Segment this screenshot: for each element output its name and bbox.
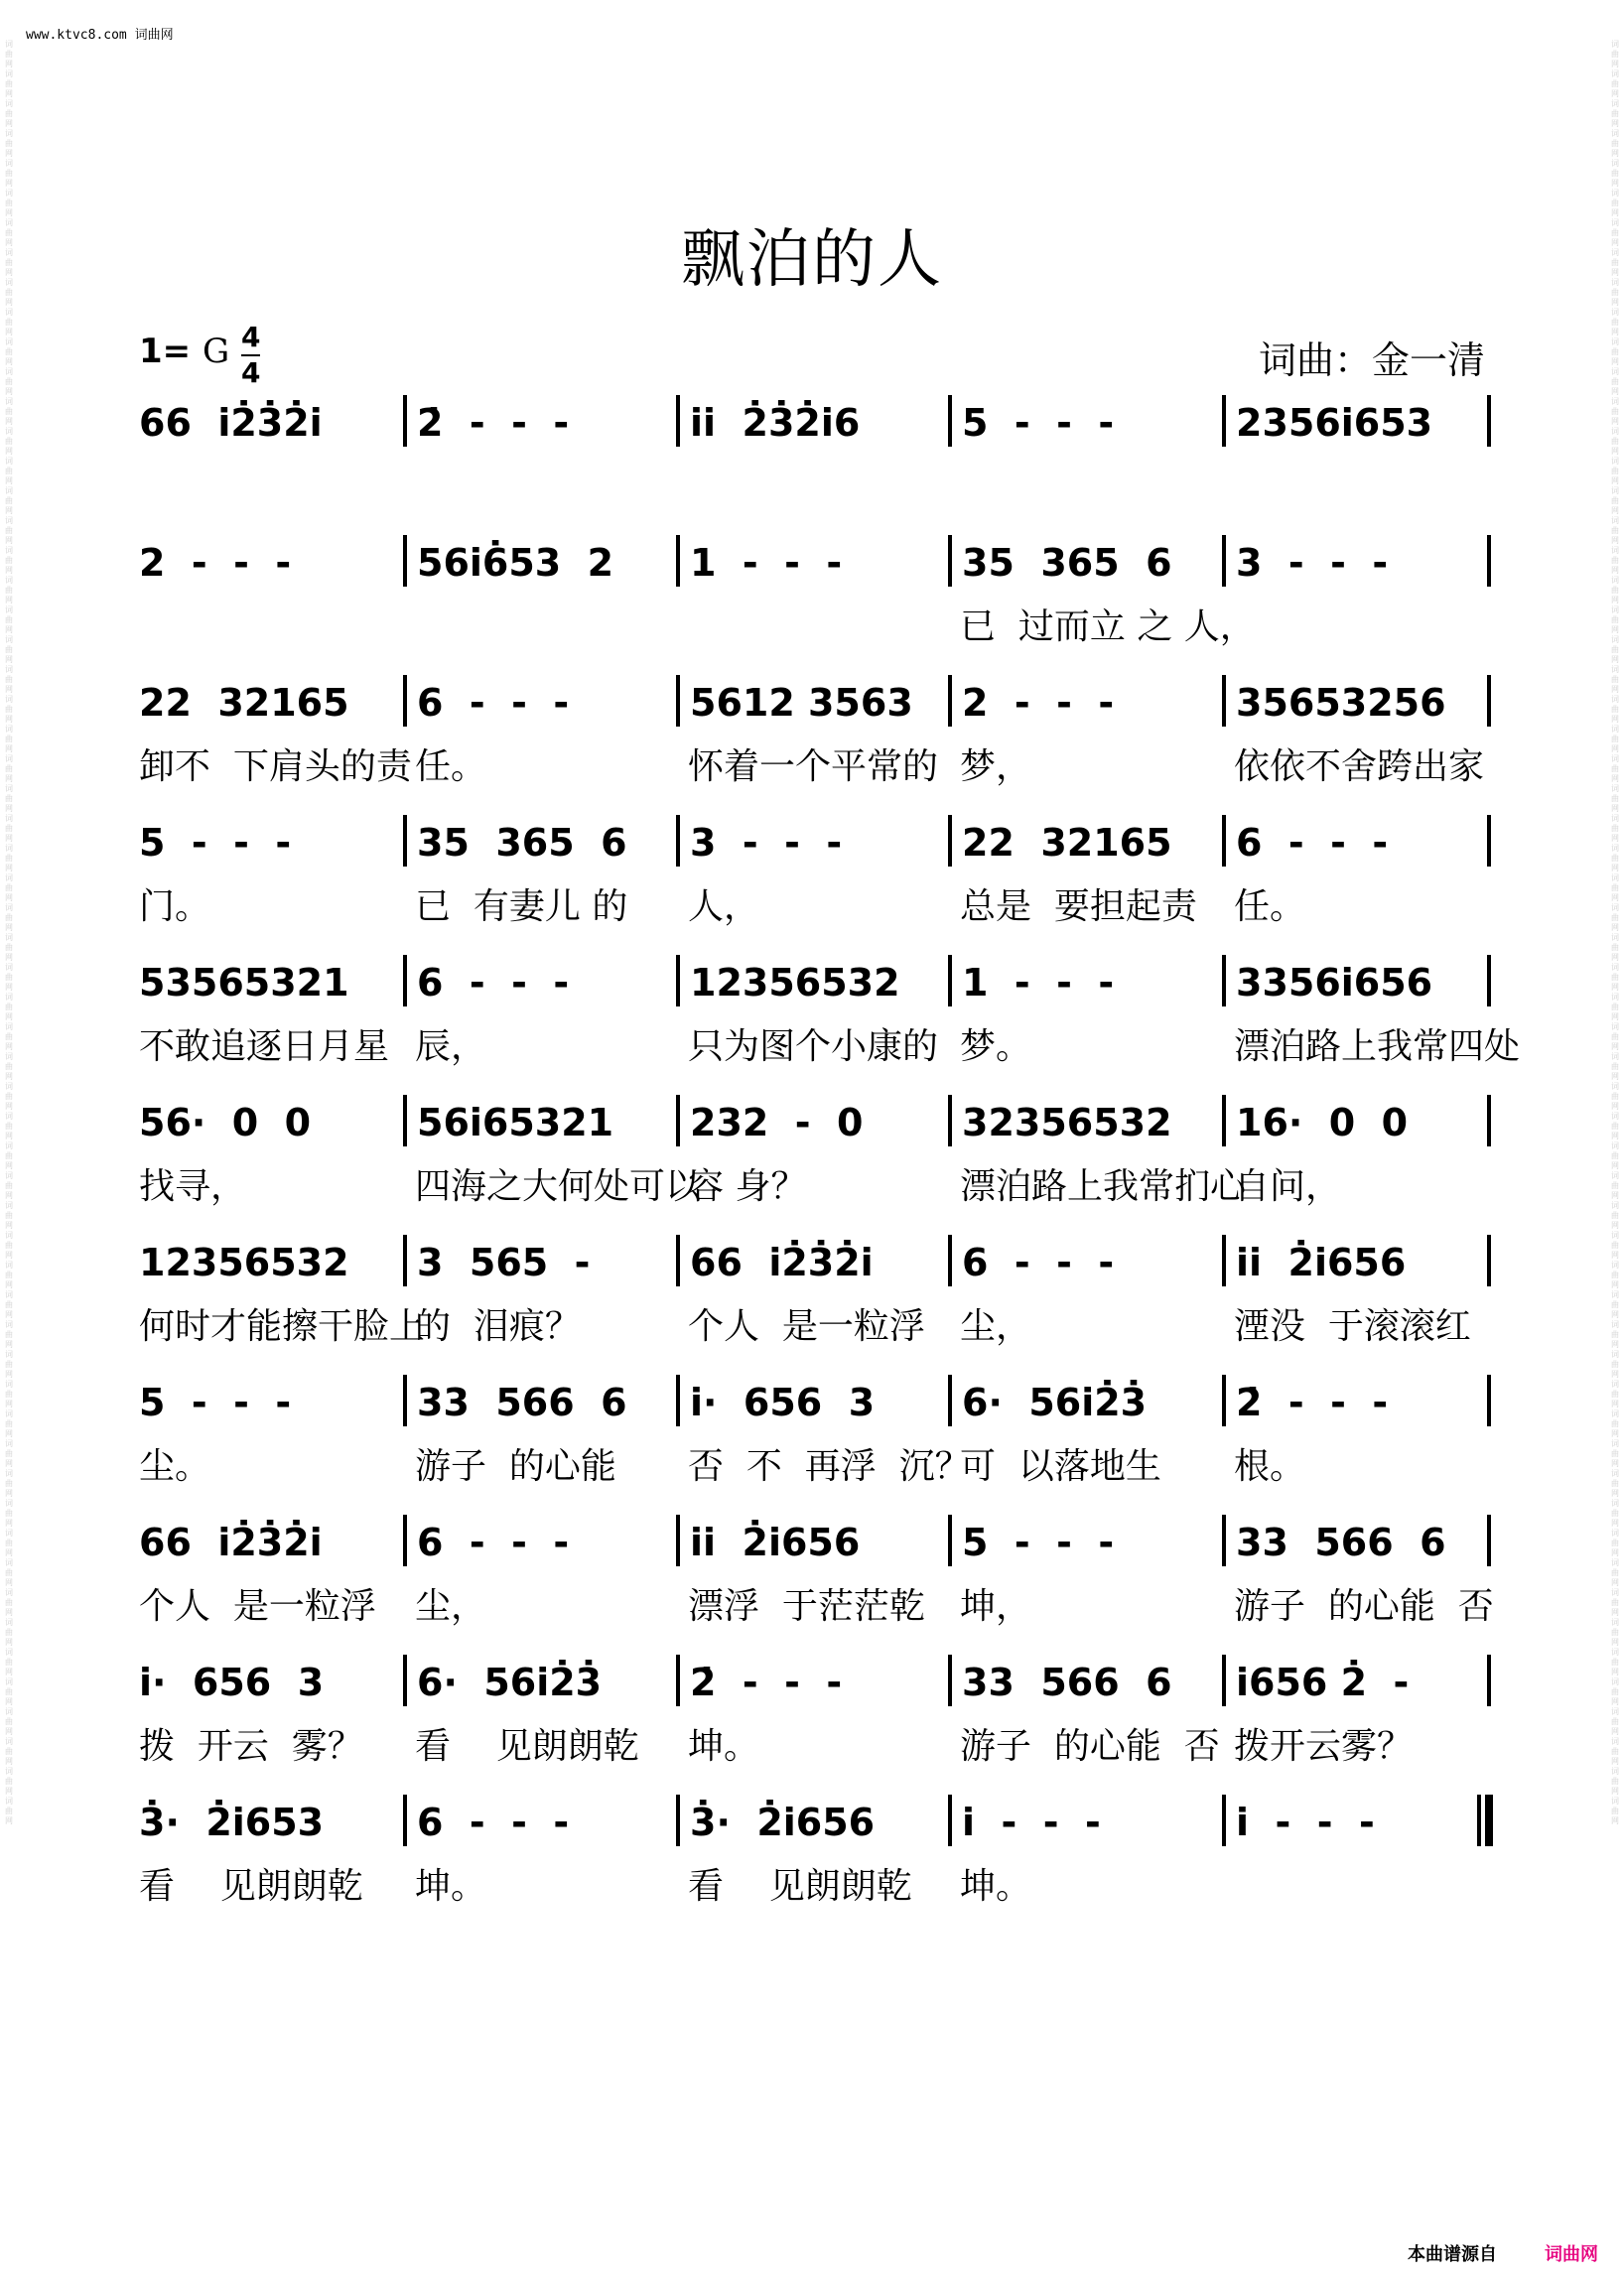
lyric-text: 拨开云雾？	[1234, 1726, 1414, 1767]
time-top: 4	[241, 321, 261, 353]
measure-notes: i̇656 2̇ -	[1236, 1661, 1410, 1704]
footer-brand: 词曲网	[1545, 2244, 1598, 2265]
lyric-text: 尘。	[139, 1446, 211, 1487]
measure-notes: 3̇· 2̇i̇653	[139, 1801, 325, 1844]
lyric-text: 坤。	[415, 1866, 487, 1907]
barline	[948, 815, 952, 867]
notes-line	[139, 1515, 1491, 1570]
measure-notes: i̇i̇ 2̇i̇656	[690, 1521, 861, 1564]
measure-notes: 6 - - -	[962, 1241, 1115, 1284]
lyric-text: 依依不舍跨出家	[1234, 746, 1485, 787]
score-row	[139, 1375, 1491, 1487]
measure-notes: i̇i̇ 2̇i̇656	[1236, 1241, 1407, 1284]
barline	[948, 675, 952, 727]
measure-notes: 5612 3563	[690, 681, 913, 725]
key-note: G	[203, 332, 230, 371]
composer-credit: 词曲：金一清	[1258, 338, 1485, 382]
barline	[948, 395, 952, 447]
barline	[1222, 815, 1226, 867]
measure-notes: 1 - - -	[962, 961, 1115, 1005]
score-row	[139, 1515, 1494, 1627]
lyric-text: 卸不 下肩头的责	[139, 746, 412, 787]
measure-notes: 22 32165	[962, 821, 1172, 865]
barline	[948, 535, 952, 587]
measure-notes: 56· 0 0	[139, 1101, 312, 1144]
final-barline-thin	[1477, 1795, 1481, 1846]
barline	[1487, 1655, 1491, 1706]
barline	[676, 1095, 680, 1146]
notes-line	[139, 535, 1491, 591]
measure-notes: 2356i̇653	[1236, 401, 1433, 445]
time-signature	[241, 322, 260, 389]
barline	[1487, 815, 1491, 867]
measure-notes: 232 - 0	[690, 1101, 864, 1144]
footer-source: 本曲谱源自	[1408, 2244, 1497, 2265]
barline	[403, 815, 407, 867]
measure-notes: 33 566 6	[962, 1661, 1172, 1704]
barline	[403, 1515, 407, 1566]
lyric-text: 看 见朗朗乾	[688, 1866, 912, 1907]
barline	[676, 1375, 680, 1426]
barline	[1222, 1375, 1226, 1426]
measure-notes: 35 365 6	[417, 821, 627, 865]
barline	[1222, 675, 1226, 727]
lyric-text: 看 见朗朗乾	[139, 1866, 363, 1907]
notes-line	[139, 1795, 1491, 1850]
notes-line	[139, 395, 1491, 451]
lyric-text: 坤。	[960, 1866, 1032, 1907]
barline	[1222, 535, 1226, 587]
barline	[948, 1515, 952, 1566]
barline	[676, 1655, 680, 1706]
barline	[1487, 1375, 1491, 1426]
lyric-text: 总是 要担起责	[960, 886, 1197, 927]
measure-notes: 32356532	[962, 1101, 1172, 1144]
lyric-text: 任。	[1234, 886, 1306, 927]
measure-notes: 56i̇6̇53 2	[417, 541, 614, 585]
barline	[676, 815, 680, 867]
lyric-text: 坤。	[688, 1726, 760, 1767]
notes-line	[139, 955, 1491, 1010]
barline	[403, 955, 407, 1006]
song-title: 飘泊的人	[681, 223, 943, 297]
measure-notes: 5 - - -	[139, 821, 292, 865]
lyric-text: 梦，	[960, 746, 1032, 787]
lyric-text: 找寻，	[139, 1166, 247, 1207]
measure-notes: 2̇ - - -	[417, 401, 570, 445]
measure-notes: 3 - - -	[1236, 541, 1389, 585]
footer	[1408, 2240, 1598, 2266]
measure-notes: 2 - - -	[962, 681, 1115, 725]
barline	[676, 395, 680, 447]
barline	[403, 395, 407, 447]
barline	[676, 955, 680, 1006]
notes-line	[139, 1655, 1491, 1710]
score-row	[139, 955, 1521, 1067]
barline	[1222, 955, 1226, 1006]
measure-notes: 5 - - -	[962, 1521, 1115, 1564]
measure-notes: 12356532	[139, 1241, 349, 1284]
lyric-text: 梦。	[960, 1026, 1032, 1067]
barline	[1222, 395, 1226, 447]
measure-notes: 5 - - -	[962, 401, 1115, 445]
lyric-text: 已 有妻儿 的	[415, 886, 628, 927]
lyric-text: 尘，	[415, 1586, 487, 1627]
measure-notes: i̇· 656 3	[139, 1661, 325, 1704]
barline	[676, 535, 680, 587]
barline	[403, 1795, 407, 1846]
measure-notes: 35653256	[1236, 681, 1446, 725]
barline	[1487, 1235, 1491, 1286]
barline	[676, 1235, 680, 1286]
score-row	[139, 815, 1491, 927]
barline	[676, 1795, 680, 1846]
barline	[948, 1375, 952, 1426]
lyric-text: 看 见朗朗乾	[415, 1726, 639, 1767]
barline	[1487, 1515, 1491, 1566]
measure-notes: 3 565 -	[417, 1241, 591, 1284]
lyric-text: 坤，	[960, 1586, 1032, 1627]
lyric-text: 游子 的心能	[415, 1446, 616, 1487]
barline	[403, 535, 407, 587]
measure-notes: 6 - - -	[417, 1521, 570, 1564]
lyric-text: 自问，	[1234, 1166, 1342, 1207]
lyric-text: 根。	[1234, 1446, 1306, 1487]
barline	[403, 1655, 407, 1706]
measure-notes: 12356532	[690, 961, 900, 1005]
barline	[948, 1095, 952, 1146]
measure-notes: 2 - - -	[139, 541, 292, 585]
lyric-text: 游子 的心能 否	[960, 1726, 1220, 1767]
score-row	[139, 1235, 1491, 1347]
score-row	[139, 395, 1491, 451]
measure-notes: 5 - - -	[139, 1381, 292, 1424]
barline	[1487, 395, 1491, 447]
measure-notes: 1 - - -	[690, 541, 843, 585]
lyric-text: 四海之大何处可以	[415, 1166, 702, 1207]
measure-notes: 6 - - -	[1236, 821, 1389, 865]
measure-notes: 6 - - -	[417, 1801, 570, 1844]
measure-notes: 33 566 6	[1236, 1521, 1446, 1564]
lyric-text: 否 不 再浮 沉？	[688, 1446, 971, 1487]
lyric-text: 只为图个小康的	[688, 1026, 939, 1067]
score-row	[139, 1095, 1491, 1207]
score-row	[139, 1655, 1491, 1767]
barline	[403, 1095, 407, 1146]
measure-notes: i̇i̇ 2̇3̇2̇i̇6	[690, 401, 861, 445]
lyric-text: 门。	[139, 886, 211, 927]
measure-notes: i̇ - - -	[1236, 1801, 1375, 1844]
measure-notes: 3356i̇656	[1236, 961, 1433, 1005]
barline	[1222, 1515, 1226, 1566]
barline	[1487, 955, 1491, 1006]
barline	[1222, 1795, 1226, 1846]
measure-notes: i̇ - - -	[962, 1801, 1101, 1844]
barline	[1487, 1095, 1491, 1146]
barline	[1222, 1655, 1226, 1706]
measure-notes: 6· 56i̇2̇3̇	[417, 1661, 603, 1704]
lyric-text: 可 以落地生	[960, 1446, 1161, 1487]
lyric-text: 漂泊路上我常四处	[1234, 1026, 1521, 1067]
barline	[403, 1235, 407, 1286]
lyric-text: 的 泪痕？	[415, 1306, 581, 1347]
measure-notes: 2̇ - - -	[690, 1661, 843, 1704]
lyric-text: 漂泊路上我常扪心	[960, 1166, 1247, 1207]
lyric-text: 怀着一个平常的	[688, 746, 939, 787]
notes-line	[139, 1375, 1491, 1430]
lyric-text: 任。	[415, 746, 487, 787]
watermark-left: 词曲网词曲网词曲网词曲网词曲网词曲网词曲网词曲网词曲网词曲网词曲网词曲网词曲网词曲网词曲网词曲网词曲网词曲网词曲网词曲网词曲网词曲网词曲网词曲网词曲网词曲网词曲网词曲网词曲网词曲网词曲网词曲网词曲网词曲网词曲网词曲网词曲网词曲网词曲网词曲网词曲网词曲网词曲网词曲网词曲网词曲网词曲网词曲网词曲网词曲网词曲网词曲网词曲网词曲网词曲网词曲网词曲网词曲网词曲网词曲网	[5, 40, 13, 1825]
time-bottom: 4	[241, 356, 261, 389]
measure-notes: 56i̇65321	[417, 1101, 614, 1144]
notes-line	[139, 675, 1491, 731]
measure-notes: 66 i̇2̇3̇2̇i̇	[139, 1521, 323, 1564]
lyric-text: 漂浮 于茫茫乾	[688, 1586, 925, 1627]
measure-notes: 6· 56i̇2̇3̇	[962, 1381, 1148, 1424]
measure-notes: 22 32165	[139, 681, 349, 725]
barline	[948, 955, 952, 1006]
notes-line	[139, 1095, 1491, 1150]
barline	[1222, 1235, 1226, 1286]
measure-notes: 6 - - -	[417, 961, 570, 1005]
watermark-right: 词曲网词曲网词曲网词曲网词曲网词曲网词曲网词曲网词曲网词曲网词曲网词曲网词曲网词曲网词曲网词曲网词曲网词曲网词曲网词曲网词曲网词曲网词曲网词曲网词曲网词曲网词曲网词曲网词曲网词曲网词曲网词曲网词曲网词曲网词曲网词曲网词曲网词曲网词曲网词曲网词曲网词曲网词曲网词曲网词曲网词曲网词曲网词曲网词曲网词曲网词曲网词曲网词曲网词曲网词曲网词曲网词曲网词曲网词曲网词曲网	[1611, 40, 1619, 1825]
barline	[676, 675, 680, 727]
lyric-text: 容 身？	[688, 1166, 807, 1207]
lyric-text: 何时才能擦干脸上	[139, 1306, 426, 1347]
measure-notes: 3 - - -	[690, 821, 843, 865]
lyric-text: 个人 是一粒浮	[139, 1586, 376, 1627]
lyric-text: 拨 开云 雾？	[139, 1726, 363, 1767]
barline	[1487, 535, 1491, 587]
measure-notes: i̇· 656 3	[690, 1381, 876, 1424]
score-row	[139, 535, 1491, 647]
lyric-text: 湮没 于滚滚红	[1234, 1306, 1471, 1347]
score-row	[139, 675, 1491, 787]
measure-notes: 66 i̇2̇3̇2̇i̇	[690, 1241, 874, 1284]
barline	[948, 1655, 952, 1706]
measure-notes: 6 - - -	[417, 681, 570, 725]
barline	[1222, 1095, 1226, 1146]
measure-notes: 66 i̇2̇3̇2̇i̇	[139, 401, 323, 445]
lyric-text: 人，	[688, 886, 760, 927]
barline	[403, 1375, 407, 1426]
lyric-text: 尘，	[960, 1306, 1032, 1347]
measure-notes: 2̇ - - -	[1236, 1381, 1389, 1424]
barline	[676, 1515, 680, 1566]
score-row	[139, 1795, 1491, 1907]
measure-notes: 53565321	[139, 961, 349, 1005]
notes-line	[139, 815, 1491, 871]
barline	[948, 1235, 952, 1286]
key-one: 1	[139, 332, 163, 371]
lyric-text: 游子 的心能 否	[1234, 1586, 1494, 1627]
lyric-text: 不敢追逐日月星	[139, 1026, 390, 1067]
measure-notes: 16· 0 0	[1236, 1101, 1409, 1144]
final-barline	[1485, 1795, 1493, 1846]
key-signature	[139, 332, 229, 371]
measure-notes: 33 566 6	[417, 1381, 627, 1424]
barline	[403, 675, 407, 727]
barline	[1487, 675, 1491, 727]
measure-notes: 3̇· 2̇i̇656	[690, 1801, 876, 1844]
barline	[948, 1795, 952, 1846]
lyric-text: 已 过而立 之 人，	[960, 606, 1256, 647]
site-url: www.ktvc8.com 词曲网	[26, 28, 174, 43]
lyric-text: 辰，	[415, 1026, 487, 1067]
measure-notes: 35 365 6	[962, 541, 1172, 585]
notes-line	[139, 1235, 1491, 1290]
lyric-text: 个人 是一粒浮	[688, 1306, 925, 1347]
key-eq: =	[162, 332, 192, 371]
